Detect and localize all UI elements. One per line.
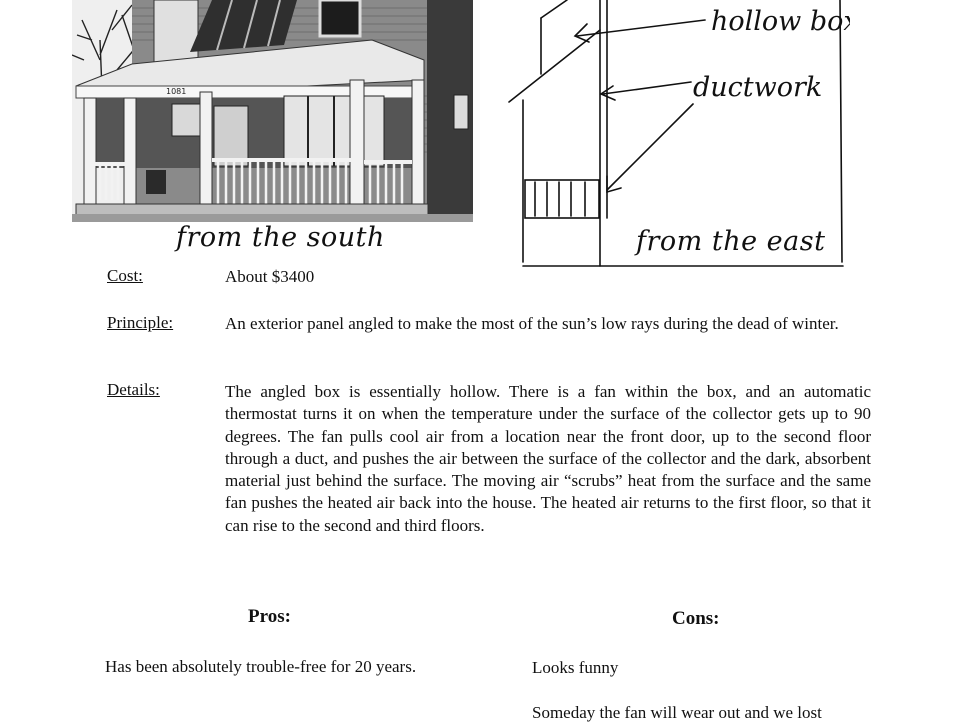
house-number: 1081 <box>166 87 187 96</box>
cost-value: About $3400 <box>225 267 315 286</box>
photo-caption: from the south <box>176 222 385 253</box>
cons-item: Someday the fan will wear out and we lost <box>532 703 822 722</box>
cost-label: Cost: <box>107 266 143 285</box>
ductwork-label: ductwork <box>693 72 823 103</box>
house-photo-illustration <box>72 0 473 222</box>
sketch-caption: from the east <box>636 226 826 257</box>
principle-value: An exterior panel angled to make the most of the sun’s low rays during the dead of winter. <box>225 314 839 333</box>
cons-heading: Cons: <box>672 608 720 629</box>
house-photo <box>72 0 473 222</box>
pros-heading: Pros: <box>248 606 291 627</box>
pros-item: Has been absolutely trouble-free for 20 years. <box>105 657 417 676</box>
cons-item: Looks funny <box>532 658 619 677</box>
details-label: Details: <box>107 380 160 399</box>
details-value: The angled box is essentially hollow. There is a fan within the box, and an automatic thermostat turns it on when the temperature under the surface of the collector gets up to 90 degrees. The fan pulls cool air from a location near the front door, up to the second floor through a duct, and pushes the air between the surface of the collector and the dark, absorbent material just behind the surface. The moving air “scrubs” heat from the surface and the same fan pushes the heated air back into the house. The heated air returns to the first floor, so that it can rise to the second and third floors. <box>225 382 871 535</box>
principle-label: Principle: <box>107 313 174 332</box>
hollow-box-label: hollow box <box>711 6 850 37</box>
